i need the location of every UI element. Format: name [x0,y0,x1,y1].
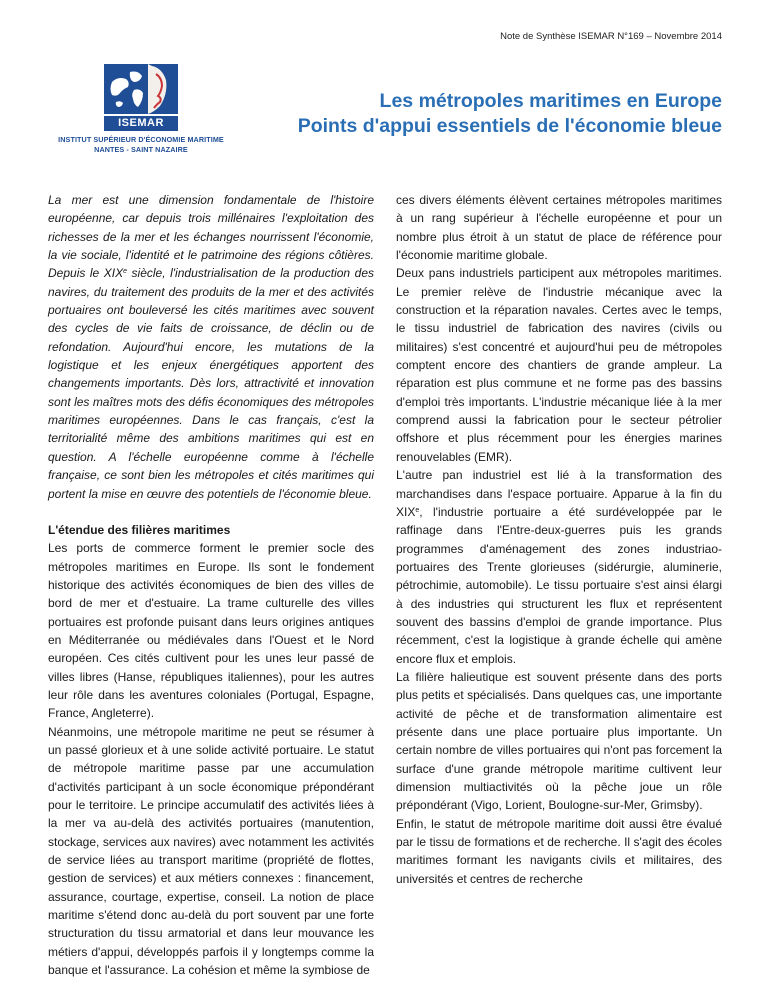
isemar-logo [54,64,224,158]
body-paragraph-1: Les ports de commerce forment le premier socle des métropoles maritimes en Europe. Ils sont le fondement historique des activités économiques de bien des villes de bord de mer et d'estuaire. La trame culturelle des villes portuaires est profonde puisant dans leurs origines antiques en Méditerranée ou médiévales dans l'Ouest et le Nord européen. Ces cités cultivent pour les unes leur passé de villes libres (Hanse, républiques italiennes), pour les autres leur rôle dans les aventures coloniales (Portugal, Espagne, France, Angleterre). [48,541,374,721]
section-heading: L'étendue des filières maritimes [48,522,231,537]
paragraph-2-main: Néanmoins, une métropole maritime ne peut se résumer à un passé glorieux et à une solide activité portuaire. Le statut de métropole maritime passe par une accumulation d'activités participant à un socle économique prépondérant pour le territoire. Le principe accumulatif des activités liées à la mer va au-delà des activités portuaires (manutention, stockage, services aux navires) avec notamment les activités de service liées au transport maritime (propriété de flottes, gestion de services) et aux métiers connexes : financement, assurance, courtage, expertise, conseil. La notion de place maritime s'étend donc au-delà du port souvent par une forte structuration du tissu armatorial et dans leur mouvance les métiers d'appui, développés parfois il y longtemps comme la banque et l'assurance. La cohésion et même la symbiose de [48,724,374,978]
document-title [298,89,722,139]
body-paragraph-4: L'autre pan industriel est lié à la transformation des marchandises dans l'espace portuaire. Apparue à la fin du XIXe, l'industrie portuaire a été surdéveloppée par le raffinage dans l'Entre-deux-guerres puis les grands programmes d'aménagement des zones industriao-portuaires des Trente glorieuses (sidérurgie, aluminerie, pétrochimie, automobile). Le tissu portuaire s'est ainsi élargi à des industries qui structurent les flux et représentent souvent des bassins d'emploi de grande importance. Plus récemment, c'est la logistique à grande échelle qui amène encore flux et emplois. [396,468,722,666]
logo-subtitle-line2: NANTES - SAINT NAZAIRE [94,145,188,154]
body-paragraph-6: Enfin, le statut de métropole maritime doit aussi être évalué par le tissu de formations et de recherche. Il s'agit des écoles maritimes formant les navigants civils et militaires, des universités et centres de recherche [396,816,722,886]
header-note: Note de Synthèse ISEMAR N°169 – Novembre 2014 [500,31,722,42]
body-paragraph-2 [48,723,374,980]
logo-wordmark: ISEMAR [104,116,178,131]
intro-paragraph: La mer est une dimension fondamentale de l'histoire européenne, car depuis trois millénaires l'exploitation des richesses de la mer et les échanges nourrissent l'économie, la vie sociale, l'identité et le patrimoine des régions côtières. Depuis le XIXe siècle, l'industrialisation de la production des navires, du traitement des produits de la mer et des activités portuaires ont bouleversé les cités maritimes avec souvent des cycles de vie faits de croissance, de déclin ou de refondation. Aujourd'hui encore, les mutations de la logistique et les enjeux énergétiques apportent des changements importants. Dès lors, attractivité et innovation sont les maîtres mots des défis économiques des métropoles maritimes européennes. Dans le cas français, c'est la territorialité même des ambitions maritimes qui est en question. A l'échelle européenne comme à l'échelle française, ce sont bien les métropoles et cités maritimes qui portent la mise en œuvre des potentiels de l'économie bleue. [48,193,374,501]
title-line-1: Les métropoles maritimes en Europe [379,90,722,112]
logo-subtitle-line1: INSTITUT SUPÉRIEUR D'ÉCONOMIE MARITIME [58,135,224,144]
paragraph-2-continued: ces divers éléments élèvent certaines métropoles maritimes à un rang supérieur à l'échelle européenne et pour un nombre plus étroit à un statut de place de référence pour l'économie maritime globale. [396,193,722,263]
body-paragraph-3: Deux pans industriels participent aux métropoles maritimes. Le premier relève de l'industrie mécanique avec la construction et la réparation navales. Certes avec le temps, le tissu industriel de fabrication des navires (civils ou militaires) s'est concentré et aujourd'hui peu de métropoles comptent encore des chantiers de grande ampleur. La réparation est plus commune et ne forme pas des bassins d'emploi très importants. L'industrie mécanique liée à la mer comprend aussi la fabrication pour le secteur pétrolier offshore et plus récemment pour les énergies marines renouvelables (EMR). [396,266,722,464]
left-column [48,191,374,979]
body-paragraph-5: La filière halieutique est souvent présente dans des ports plus petits et spécialisés. Dans quelques cas, une importante activité de pêche et de transformation alimentaire est présente dans une place portuaire plus importante. Un certain nombre de villes portuaires qui n'ont pas forcement la surface d'une grande métropole maritime cultivent leur dimension multiactivités où la pêche joue un rôle prépondérant (Vigo, Lorient, Boulogne-sur-Mer, Grimsby). [396,669,722,813]
globe-logo-icon [104,64,178,114]
right-column [396,191,722,888]
title-line-2: Points d'appui essentiels de l'économie bleue [297,115,722,137]
